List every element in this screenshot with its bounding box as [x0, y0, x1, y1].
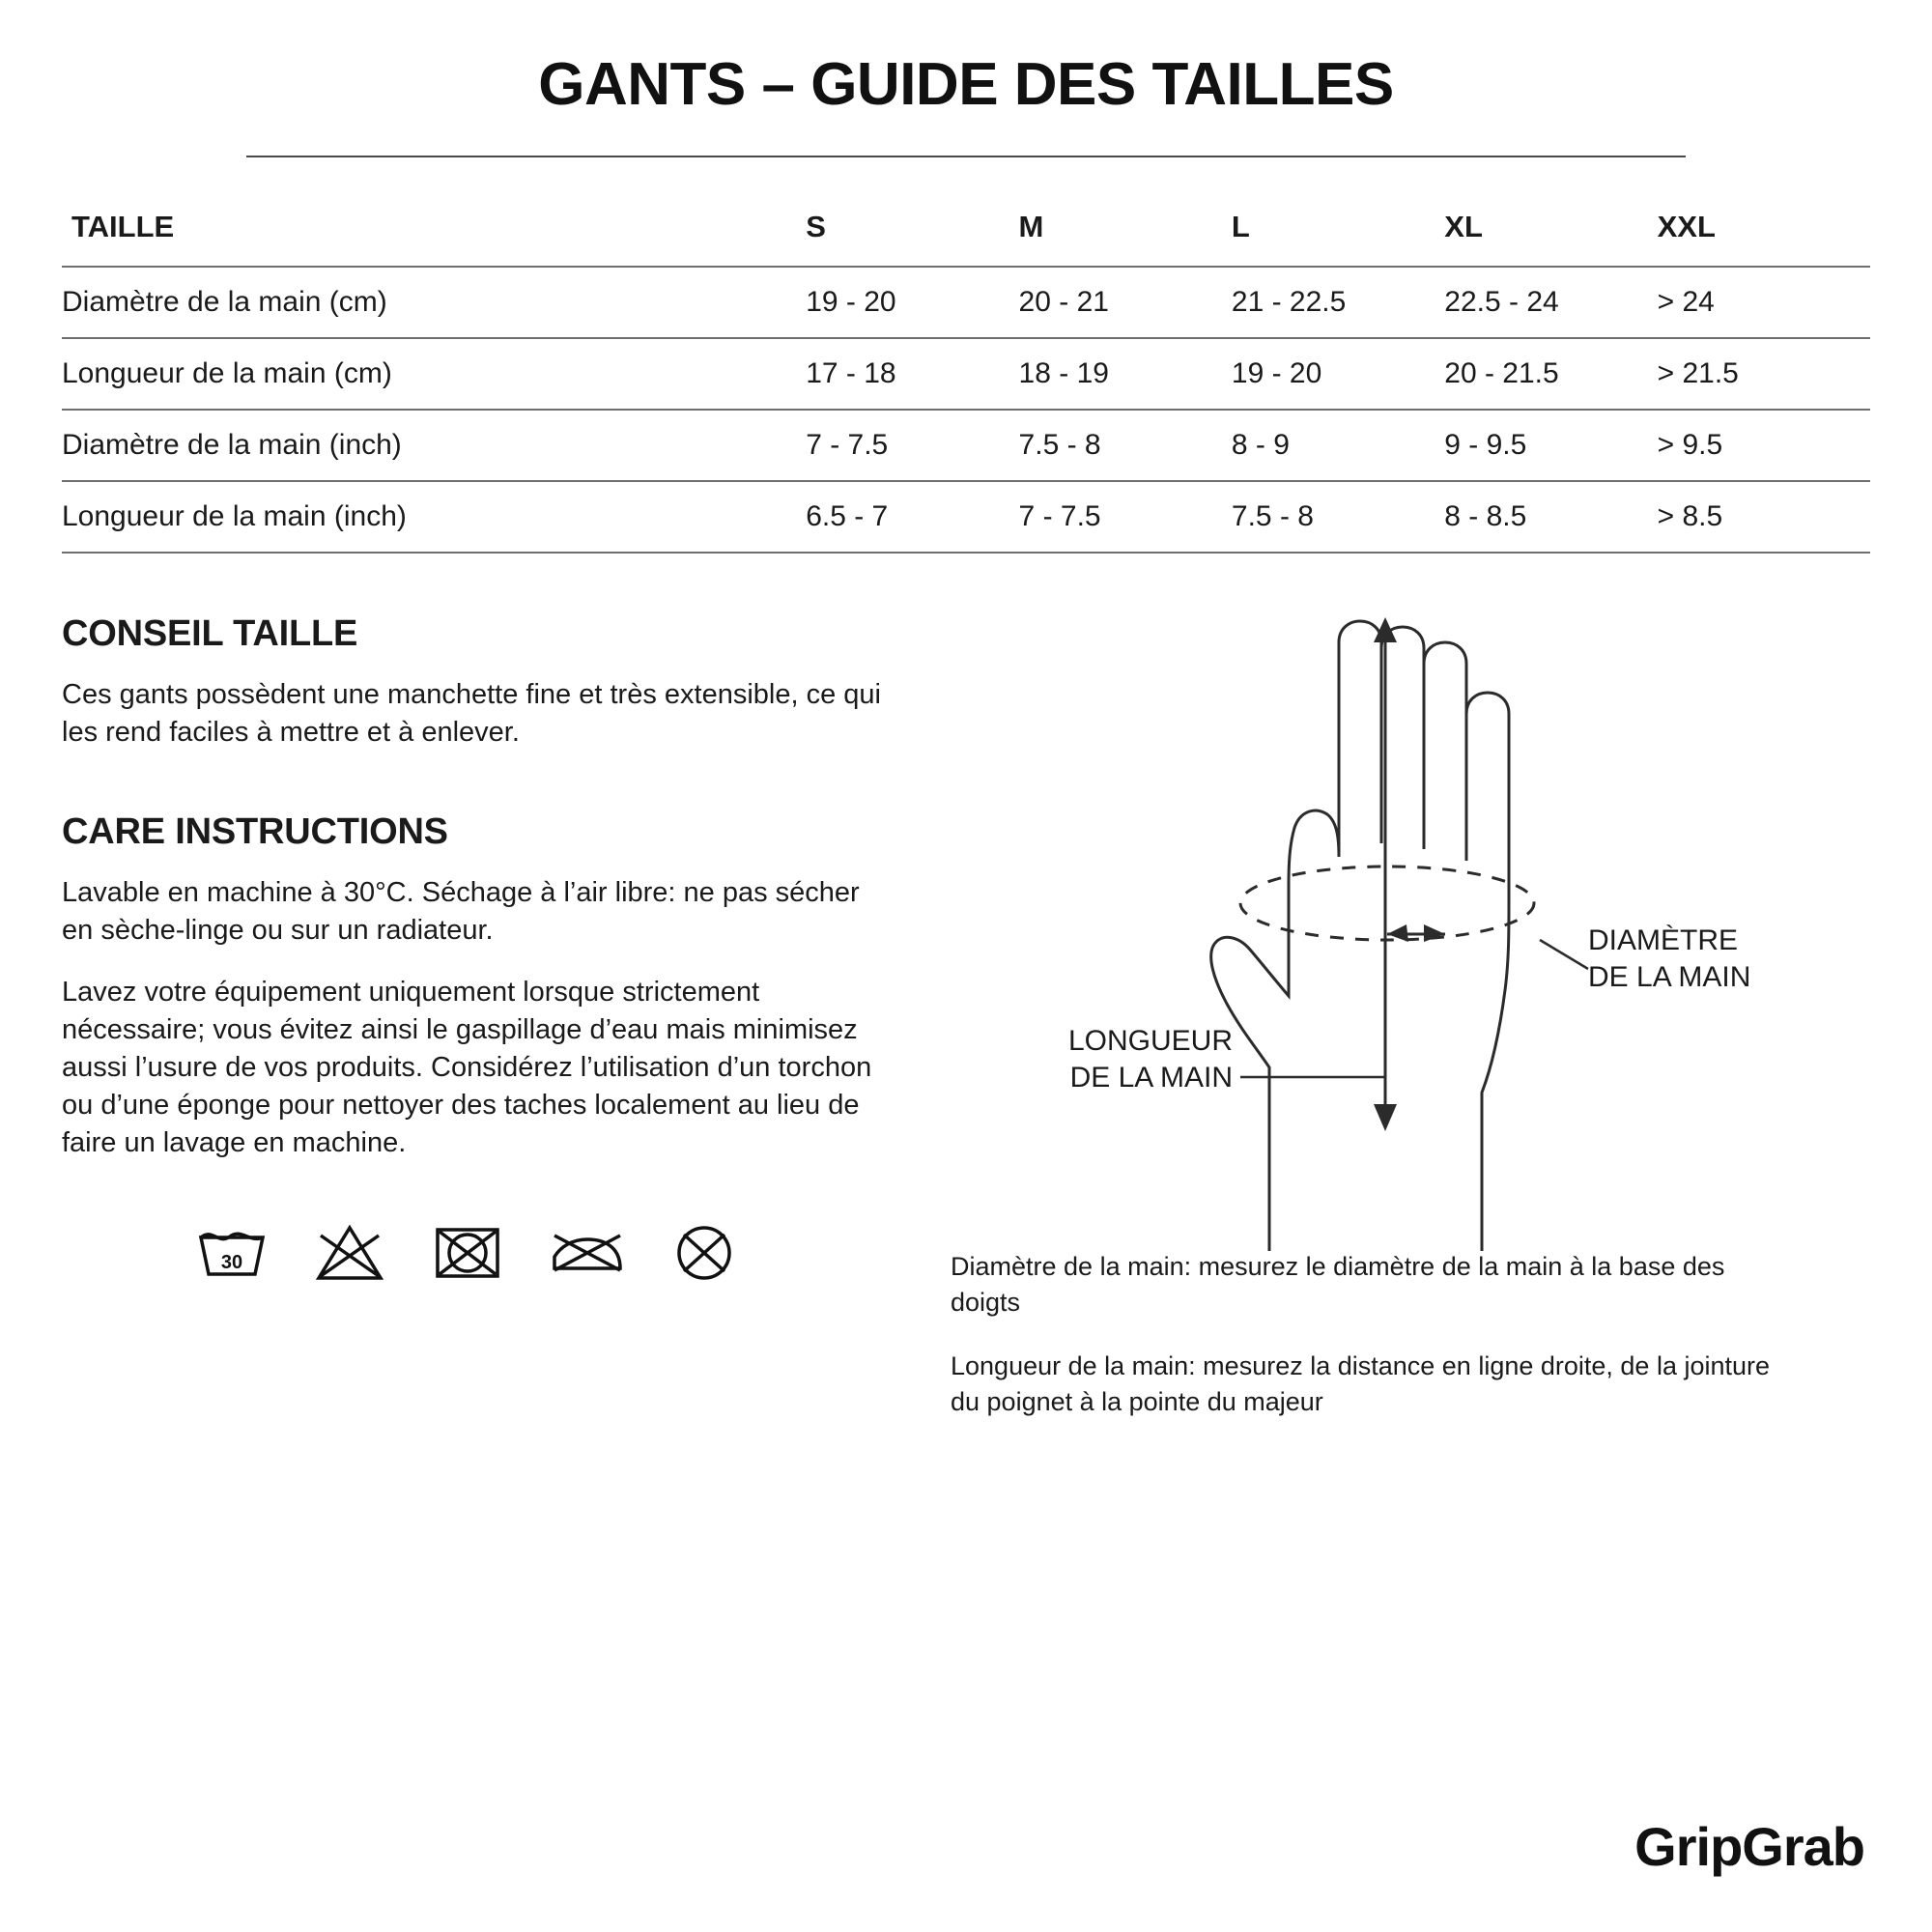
- row-label: Longueur de la main (cm): [62, 338, 806, 410]
- hand-measurement-diagram: [951, 613, 1870, 1232]
- row-value: 19 - 20: [806, 267, 1018, 338]
- row-value: > 9.5: [1658, 410, 1870, 481]
- hand-diagram-svg: [951, 613, 1820, 1251]
- diameter-label-line1: DIAMÈTRE: [1588, 924, 1739, 956]
- do-not-bleach-icon: [313, 1222, 386, 1284]
- row-value: > 21.5: [1658, 338, 1870, 410]
- row-label: Diamètre de la main (cm): [62, 267, 806, 338]
- brand-logo: GripGrab: [1634, 1816, 1864, 1877]
- length-label-line1: LONGUEUR: [1067, 1025, 1233, 1057]
- row-value: 9 - 9.5: [1444, 410, 1657, 481]
- row-value: 7.5 - 8: [1019, 410, 1232, 481]
- row-value: 20 - 21.5: [1444, 338, 1657, 410]
- row-value: 19 - 20: [1232, 338, 1444, 410]
- measurement-notes: [951, 1249, 1870, 1420]
- length-label-line2: DE LA MAIN: [1069, 1062, 1233, 1094]
- row-value: 20 - 21: [1019, 267, 1232, 338]
- wash-30-icon: [197, 1224, 267, 1282]
- size-advice-heading: CONSEIL TAILLE: [62, 613, 358, 654]
- care-symbols: [62, 1222, 893, 1284]
- page-title: GANTS – GUIDE DES TAILLES: [538, 51, 1394, 118]
- do-not-tumble-dry-icon: [433, 1222, 502, 1284]
- row-value: 6.5 - 7: [806, 481, 1018, 553]
- row-value: 8 - 8.5: [1444, 481, 1657, 553]
- table-header-row: [62, 202, 1870, 267]
- row-value: > 24: [1658, 267, 1870, 338]
- care-heading: CARE INSTRUCTIONS: [62, 810, 448, 852]
- header-xl: XL: [1444, 210, 1483, 243]
- do-not-dry-clean-icon: [672, 1222, 736, 1284]
- row-value: 7.5 - 8: [1232, 481, 1444, 553]
- row-value: 21 - 22.5: [1232, 267, 1444, 338]
- header-s: S: [806, 210, 826, 243]
- row-value: 22.5 - 24: [1444, 267, 1657, 338]
- size-table-container: [0, 202, 1932, 554]
- size-advice-text: Ces gants possèdent une manchette fine et très extensible, ce qui les rend faciles à mettre et à enlever.: [62, 679, 881, 748]
- row-value: 18 - 19: [1019, 338, 1232, 410]
- table-row: [62, 338, 1870, 410]
- table-row: [62, 267, 1870, 338]
- row-label: Diamètre de la main (inch): [62, 410, 806, 481]
- row-value: > 8.5: [1658, 481, 1870, 553]
- row-value: 7 - 7.5: [806, 410, 1018, 481]
- row-value: 8 - 9: [1232, 410, 1444, 481]
- left-column: [62, 613, 951, 1449]
- header-taille: TAILLE: [71, 210, 175, 243]
- note-diameter: Diamètre de la main: mesurez le diamètre de la main à la base des doigts: [951, 1252, 1725, 1317]
- do-not-iron-icon: [549, 1226, 626, 1280]
- row-value: 7 - 7.5: [1019, 481, 1232, 553]
- wash-temperature-label: 30: [220, 1251, 243, 1273]
- size-table: [62, 202, 1870, 554]
- care-paragraph-1: Lavable en machine à 30°C. Séchage à l’air libre: ne pas sécher en sèche-linge ou sur un radiateur.: [62, 876, 860, 946]
- hand-diameter-ellipse: [1240, 867, 1534, 940]
- table-row: [62, 481, 1870, 553]
- care-paragraph-2: Lavez votre équipement uniquement lorsque strictement nécessaire; vous évitez ainsi le gaspillage d’eau mais minimisez aussi l’usure de vos produits. Considérez l’utilisation d’un torchon ou d’une éponge pour nettoyer des taches localement au lieu de faire un lavage en machine.: [62, 977, 872, 1158]
- right-column: [951, 613, 1870, 1449]
- table-row: [62, 410, 1870, 481]
- row-label: Longueur de la main (inch): [62, 481, 806, 553]
- row-value: 17 - 18: [806, 338, 1018, 410]
- header-m: M: [1018, 210, 1044, 243]
- header-xxl: XXL: [1657, 210, 1716, 243]
- diameter-label-line2: DE LA MAIN: [1588, 961, 1751, 993]
- content-columns: [0, 613, 1932, 1449]
- note-length: Longueur de la main: mesurez la distance en ligne droite, de la jointure du poignet à la pointe du majeur: [951, 1351, 1771, 1417]
- title-divider: [246, 156, 1686, 157]
- header-l: L: [1231, 210, 1250, 243]
